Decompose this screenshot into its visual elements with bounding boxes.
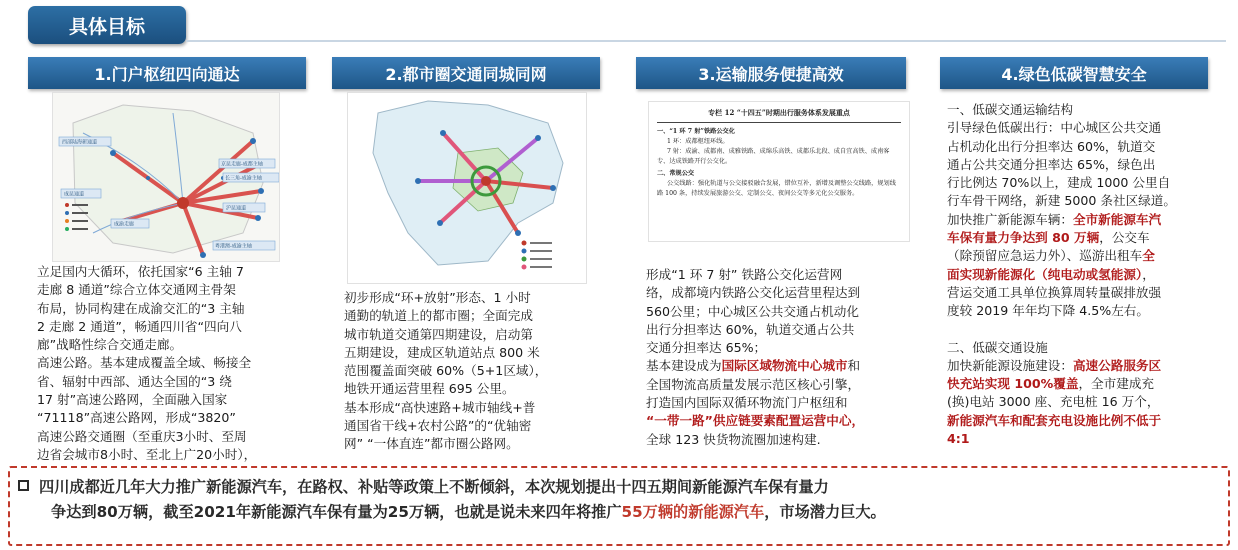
text-line: 省、辐射中西部、通达全国的“3 绕 (37, 373, 232, 389)
highlight-text: “一带一路”供应链要素配置运营中心， (646, 413, 865, 429)
document-heading: 一、“1 环 7 射”铁路公交化 (657, 128, 735, 135)
document-title: 专栏 12 “十四五”时期出行服务体系发展重点 (708, 108, 850, 117)
text-span: 和 (847, 358, 861, 374)
document-heading: 二、常规公交 (657, 170, 695, 177)
text-line: 边省会城市8小时、至北上广20小时）， (37, 446, 257, 462)
text-line: (换)电站 3000 座、充电桩 16 万个， (947, 394, 1160, 410)
section-title: 二、低碳交通设施 (947, 339, 1048, 355)
text-span: ， (1142, 266, 1155, 282)
document-paragraph: 7 射：成渝、成都南、成雅铁路、成绵乐高铁、成都乐北段、成自宜高铁、成南客专、达成铁路开行公交化。 (657, 148, 890, 165)
text-line: 营运交通工具单位换算周转量碳排放强 (947, 284, 1162, 300)
text-line: 布局，协同构建在成渝交汇的“3 主轴 (37, 300, 245, 316)
text-line: 基本形成“高快速路+城市轴线+普 (344, 399, 536, 415)
text-line: 占机动化出行分担率达 60%，轨道交 (947, 138, 1156, 154)
map-label: 成渝走廊 (114, 221, 135, 228)
text-line (646, 357, 916, 375)
metro-area-map (348, 93, 587, 284)
column-heading-4: 4.绿色低碳智慧安全 (940, 57, 1208, 89)
text-line: “71118”高速公路网，形成“3820” (37, 410, 236, 426)
text-span: ，全市建成充 (1078, 376, 1155, 392)
document-paragraph: 1 环：成都枢纽环线。 (667, 138, 729, 145)
summary-text: ，市场潜力巨大。 (764, 503, 886, 521)
highlight-text: 高速公路服务区 (1072, 357, 1162, 373)
text-line: 全国物流高质量发展示范区核心引擎， (646, 376, 861, 392)
text-line: 范围覆盖面突破 60%（5+1区域）， (344, 363, 548, 379)
text-line: 廊”战略性综合交通走廊。 (37, 337, 183, 353)
text-line: 打造国内国际双循环物流门户枢纽和 (646, 395, 848, 411)
column-heading-3: 3.运输服务便捷高效 (636, 57, 906, 89)
highlight-text: 全 (1142, 248, 1155, 264)
text-line: 17 射”高速公路网，全面融入国家 (37, 392, 228, 408)
column-2-text (344, 289, 606, 454)
metro-area-map-figure (347, 92, 587, 284)
highlight-text: 国际区域物流中心城市 (721, 358, 848, 374)
text-line: 通国省干线+农村公路”的“优轴密 (344, 418, 532, 434)
summary-text: 争达到80万辆，截至2021年新能源汽车保有量为25万辆，也就是说未来四年将推广 (51, 503, 622, 521)
highlight-text: 面实现新能源化（纯电动或氢能源） (947, 266, 1143, 282)
map-label: 沪昆通道 (226, 205, 247, 212)
text-line: 度较 2019 年年均下降 4.5%左右。 (947, 303, 1149, 319)
text-line: 2 走廊 2 通道”，畅通四川省“四向八 (37, 318, 242, 334)
checkbox-bullet-icon (18, 480, 29, 491)
title-divider (186, 40, 1226, 42)
summary-highlight: 55万辆的新能源汽车 (621, 503, 765, 521)
text-line: 走廊 8 通道”综合立体交通网主骨架 (37, 282, 236, 298)
text-line: 行比例达 70%以上，建成 1000 公里自 (947, 175, 1171, 191)
text-line: 行车骨干网络，新建 5000 条社区绿道。 (947, 193, 1176, 209)
text-line (947, 211, 1217, 229)
text-line (947, 266, 1217, 284)
text-line (947, 247, 1217, 265)
highlight-text: 快充站实现 100%覆盖 (947, 376, 1079, 392)
column-4-text (947, 101, 1217, 448)
text-span: 加快新能源设施建设： (947, 357, 1073, 373)
summary-line-1 (18, 475, 1218, 500)
corridor-map (53, 93, 280, 262)
highlight-text: 车保有量力争达到 80 万辆 (947, 230, 1100, 246)
text-span: 基本建设成为 (646, 358, 722, 374)
text-line (947, 375, 1217, 393)
text-line: 地铁开通运营里程 695 公里。 (344, 381, 515, 397)
summary-line-2 (18, 500, 1218, 525)
text-line: 络，成都境内铁路公交化运营里程达到 (646, 285, 861, 301)
text-span: （除预留应急运力外）、巡游出租车 (947, 248, 1143, 264)
map-label: 西部陆海新通道 (62, 139, 98, 146)
text-line (947, 357, 1217, 375)
service-plan-document (648, 101, 910, 242)
text-line (947, 229, 1217, 247)
text-line: 网” “一体直连”都市圈公路网。 (344, 436, 519, 452)
text-span: ，公交车 (1099, 230, 1150, 246)
highlight-text: 新能源汽车和配套充电设施比例不低于 (947, 412, 1162, 428)
text-line: 交通分担率达 65%； (646, 340, 767, 356)
corridor-map-figure (52, 92, 280, 262)
text-line: 通勤的轨道上的都市圈；全面完成 (344, 308, 533, 324)
map-label: 长三角-成渝主轴 (225, 175, 262, 182)
map-label: 成昆通道 (64, 191, 85, 198)
highlight-text: 4:1 (947, 431, 970, 447)
text-line: 初步形成“环+放射”形态、1 小时 (344, 290, 531, 305)
summary-box (8, 466, 1230, 546)
text-line: 高速公路。基本建成覆盖全域、畅接全 (37, 355, 252, 371)
column-heading-2: 2.都市圈交通同城同网 (332, 57, 600, 89)
text-line: 形成“1 环 7 射” 铁路公交化运营网 (646, 267, 843, 282)
text-line: 五期建设，建成区轨道站点 800 米 (344, 344, 540, 360)
text-line: 通占公共交通分担率达 65%，绿色出 (947, 156, 1156, 172)
text-line: 出行分担率达 60%，轨道交通占公共 (646, 321, 855, 337)
text-line: 城市轨道交通第四期建设，启动第 (344, 326, 533, 342)
text-line: 高速公路交通圈（至重庆3小时、至周 (37, 428, 247, 444)
map-label: 粤港澳-成渝主轴 (215, 243, 252, 250)
text-line: 引导绿色低碳出行：中心城区公共交通 (947, 120, 1162, 136)
text-line: 全球 123 快货物流圈加速构建. (646, 431, 821, 447)
text-line: 立足国内大循环，依托国家“6 主轴 7 (37, 264, 244, 279)
page-title: 具体目标 (28, 6, 186, 44)
column-3-text (646, 266, 916, 449)
map-label: 京昆走廊-成都主轴 (221, 161, 263, 168)
document-paragraph: 公交线路：强化轨道与公交接驳融合发展，错位互补，新增及调整公交线路，规划线路 100 条，持续发展旅游公交、定制公交、夜间公交等多元化公交服务。 (657, 180, 896, 197)
summary-text: 四川成都近几年大力推广新能源汽车，在路权、补贴等政策上不断倾斜，本次规划提出十四五期间新能源汽车保有量力 (39, 478, 829, 496)
highlight-text: 全市新能源车汽 (1072, 211, 1162, 227)
text-line: 560公里；中心城区公共交通占机动化 (646, 303, 859, 319)
column-1-text (37, 263, 307, 464)
column-heading-1: 1.门户枢纽四向通达 (28, 57, 306, 89)
text-span: 加快推广新能源车辆： (947, 211, 1073, 227)
section-title: 一、低碳交通运输结构 (947, 102, 1073, 117)
